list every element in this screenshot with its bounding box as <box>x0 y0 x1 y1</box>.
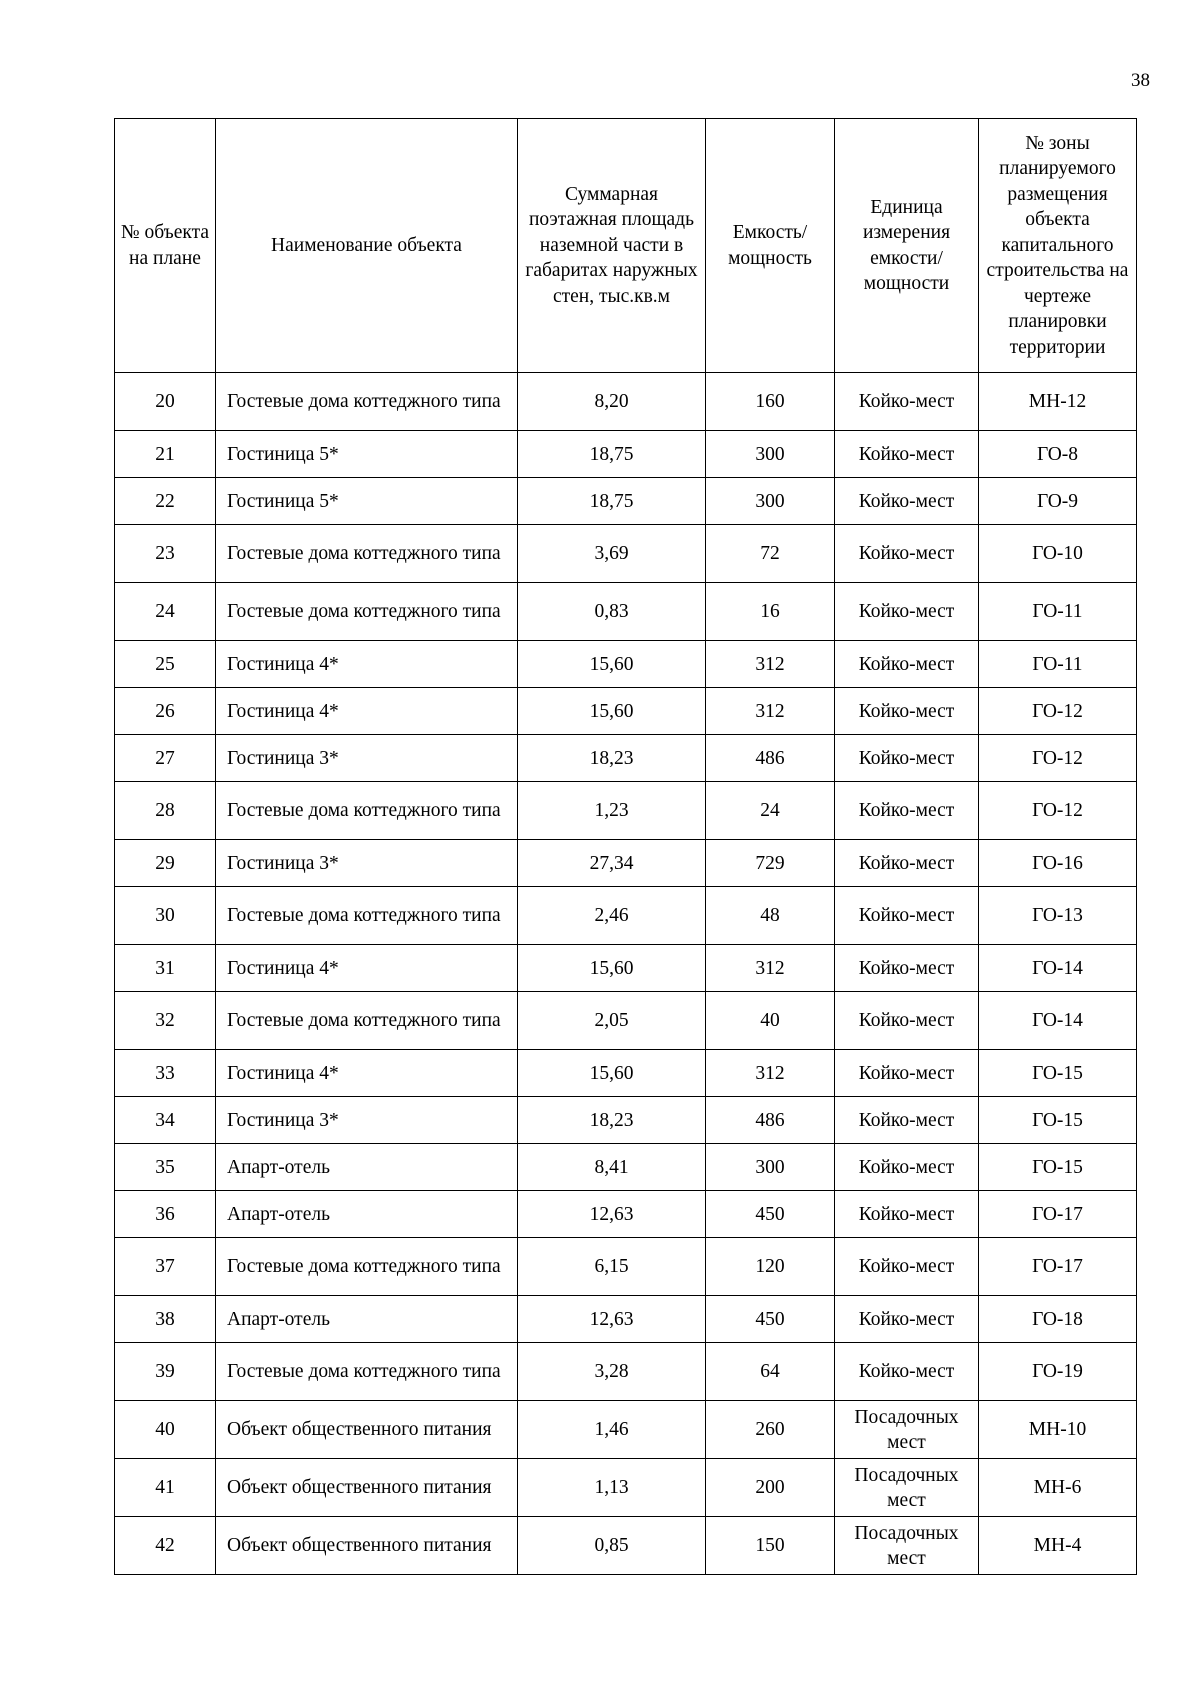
cell-zone: ГО-13 <box>979 887 1137 945</box>
cell-object-name: Гостевые дома коттеджного типа <box>216 583 518 641</box>
cell-zone: ГО-12 <box>979 735 1137 782</box>
cell-capacity: 312 <box>706 945 835 992</box>
cell-capacity: 200 <box>706 1459 835 1517</box>
cell-unit: Койко-мест <box>835 1050 979 1097</box>
cell-unit: Койко-мест <box>835 840 979 887</box>
cell-zone: ГО-16 <box>979 840 1137 887</box>
cell-zone: ГО-19 <box>979 1343 1137 1401</box>
cell-object-number: 35 <box>115 1144 216 1191</box>
table-row <box>115 1401 1137 1459</box>
table-row <box>115 641 1137 688</box>
cell-object-number: 37 <box>115 1238 216 1296</box>
table-row <box>115 735 1137 782</box>
cell-object-number: 29 <box>115 840 216 887</box>
objects-table <box>114 118 1137 1575</box>
header-object-number: № объекта на плане <box>115 119 216 373</box>
table-row <box>115 1238 1137 1296</box>
cell-unit: Койко-мест <box>835 1343 979 1401</box>
cell-unit: Койко-мест <box>835 525 979 583</box>
cell-area: 6,15 <box>518 1238 706 1296</box>
cell-zone: ГО-10 <box>979 525 1137 583</box>
cell-area: 2,05 <box>518 992 706 1050</box>
table-row <box>115 1517 1137 1575</box>
table-row <box>115 1459 1137 1517</box>
cell-capacity: 300 <box>706 1144 835 1191</box>
cell-unit: Койко-мест <box>835 1097 979 1144</box>
table-row <box>115 373 1137 431</box>
cell-area: 15,60 <box>518 641 706 688</box>
cell-object-name: Гостиница 3* <box>216 735 518 782</box>
table-row <box>115 782 1137 840</box>
cell-capacity: 450 <box>706 1191 835 1238</box>
cell-object-name: Апарт-отель <box>216 1191 518 1238</box>
cell-object-number: 26 <box>115 688 216 735</box>
cell-area: 8,41 <box>518 1144 706 1191</box>
cell-zone: ГО-15 <box>979 1144 1137 1191</box>
table-row <box>115 431 1137 478</box>
cell-zone: ГО-17 <box>979 1191 1137 1238</box>
cell-unit: Койко-мест <box>835 887 979 945</box>
cell-area: 12,63 <box>518 1191 706 1238</box>
cell-unit: Койко-мест <box>835 1238 979 1296</box>
cell-capacity: 40 <box>706 992 835 1050</box>
cell-unit: Посадочных мест <box>835 1401 979 1459</box>
cell-capacity: 486 <box>706 1097 835 1144</box>
cell-object-number: 39 <box>115 1343 216 1401</box>
cell-area: 1,46 <box>518 1401 706 1459</box>
cell-unit: Койко-мест <box>835 1191 979 1238</box>
table-row <box>115 992 1137 1050</box>
table-row <box>115 945 1137 992</box>
cell-object-name: Объект общественного питания <box>216 1459 518 1517</box>
cell-area: 12,63 <box>518 1296 706 1343</box>
cell-unit: Посадочных мест <box>835 1459 979 1517</box>
table-row <box>115 1144 1137 1191</box>
cell-area: 0,85 <box>518 1517 706 1575</box>
cell-object-number: 36 <box>115 1191 216 1238</box>
cell-unit: Койко-мест <box>835 478 979 525</box>
cell-zone: МН-6 <box>979 1459 1137 1517</box>
header-capacity: Емкость/ мощность <box>706 119 835 373</box>
cell-zone: ГО-9 <box>979 478 1137 525</box>
cell-object-number: 40 <box>115 1401 216 1459</box>
cell-area: 18,23 <box>518 1097 706 1144</box>
cell-unit: Койко-мест <box>835 641 979 688</box>
header-total-area: Суммарная поэтажная площадь наземной части в габаритах наружных стен, тыс.кв.м <box>518 119 706 373</box>
cell-zone: ГО-11 <box>979 583 1137 641</box>
table-row <box>115 1097 1137 1144</box>
header-object-name: Наименование объекта <box>216 119 518 373</box>
table-row <box>115 1296 1137 1343</box>
cell-object-number: 22 <box>115 478 216 525</box>
cell-unit: Койко-мест <box>835 431 979 478</box>
cell-capacity: 729 <box>706 840 835 887</box>
cell-area: 18,75 <box>518 431 706 478</box>
cell-object-number: 31 <box>115 945 216 992</box>
header-capacity-unit: Единица измерения емкости/ мощности <box>835 119 979 373</box>
cell-zone: ГО-12 <box>979 782 1137 840</box>
cell-object-number: 41 <box>115 1459 216 1517</box>
cell-zone: ГО-17 <box>979 1238 1137 1296</box>
cell-zone: ГО-14 <box>979 945 1137 992</box>
cell-area: 3,69 <box>518 525 706 583</box>
table-body <box>115 373 1137 1575</box>
cell-object-name: Гостевые дома коттеджного типа <box>216 373 518 431</box>
table-row <box>115 688 1137 735</box>
cell-object-number: 27 <box>115 735 216 782</box>
cell-capacity: 64 <box>706 1343 835 1401</box>
cell-unit: Койко-мест <box>835 735 979 782</box>
cell-object-name: Объект общественного питания <box>216 1517 518 1575</box>
cell-object-number: 25 <box>115 641 216 688</box>
cell-zone: ГО-8 <box>979 431 1137 478</box>
cell-capacity: 160 <box>706 373 835 431</box>
cell-object-number: 38 <box>115 1296 216 1343</box>
cell-object-name: Гостиница 5* <box>216 478 518 525</box>
cell-capacity: 312 <box>706 641 835 688</box>
cell-capacity: 312 <box>706 1050 835 1097</box>
table-row <box>115 840 1137 887</box>
cell-unit: Койко-мест <box>835 945 979 992</box>
table-header-row <box>115 119 1137 373</box>
cell-object-number: 32 <box>115 992 216 1050</box>
cell-capacity: 48 <box>706 887 835 945</box>
cell-zone: МН-10 <box>979 1401 1137 1459</box>
cell-object-number: 42 <box>115 1517 216 1575</box>
cell-zone: ГО-15 <box>979 1097 1137 1144</box>
cell-object-name: Гостевые дома коттеджного типа <box>216 992 518 1050</box>
cell-object-name: Объект общественного питания <box>216 1401 518 1459</box>
cell-capacity: 312 <box>706 688 835 735</box>
cell-area: 2,46 <box>518 887 706 945</box>
cell-zone: ГО-12 <box>979 688 1137 735</box>
cell-area: 1,23 <box>518 782 706 840</box>
cell-area: 15,60 <box>518 945 706 992</box>
cell-object-name: Гостевые дома коттеджного типа <box>216 1343 518 1401</box>
cell-object-number: 23 <box>115 525 216 583</box>
table-row <box>115 1191 1137 1238</box>
cell-zone: ГО-15 <box>979 1050 1137 1097</box>
cell-unit: Койко-мест <box>835 1296 979 1343</box>
cell-capacity: 486 <box>706 735 835 782</box>
page-number: 38 <box>1131 70 1150 91</box>
cell-object-name: Гостиница 4* <box>216 1050 518 1097</box>
cell-unit: Койко-мест <box>835 583 979 641</box>
cell-capacity: 300 <box>706 431 835 478</box>
cell-capacity: 260 <box>706 1401 835 1459</box>
cell-zone: МН-12 <box>979 373 1137 431</box>
cell-unit: Посадочных мест <box>835 1517 979 1575</box>
table-row <box>115 1050 1137 1097</box>
cell-object-name: Гостевые дома коттеджного типа <box>216 887 518 945</box>
cell-capacity: 24 <box>706 782 835 840</box>
cell-zone: МН-4 <box>979 1517 1137 1575</box>
cell-capacity: 16 <box>706 583 835 641</box>
cell-unit: Койко-мест <box>835 782 979 840</box>
cell-object-number: 21 <box>115 431 216 478</box>
cell-unit: Койко-мест <box>835 1144 979 1191</box>
table-row <box>115 478 1137 525</box>
cell-capacity: 300 <box>706 478 835 525</box>
cell-object-name: Гостиница 4* <box>216 688 518 735</box>
cell-area: 8,20 <box>518 373 706 431</box>
cell-object-number: 30 <box>115 887 216 945</box>
cell-object-number: 24 <box>115 583 216 641</box>
cell-unit: Койко-мест <box>835 992 979 1050</box>
cell-unit: Койко-мест <box>835 688 979 735</box>
cell-object-name: Гостевые дома коттеджного типа <box>216 782 518 840</box>
cell-area: 1,13 <box>518 1459 706 1517</box>
cell-capacity: 450 <box>706 1296 835 1343</box>
cell-object-name: Гостиница 4* <box>216 945 518 992</box>
cell-object-name: Гостевые дома коттеджного типа <box>216 525 518 583</box>
cell-object-number: 28 <box>115 782 216 840</box>
cell-object-name: Апарт-отель <box>216 1296 518 1343</box>
cell-capacity: 72 <box>706 525 835 583</box>
cell-area: 15,60 <box>518 688 706 735</box>
cell-object-number: 20 <box>115 373 216 431</box>
table-row <box>115 1343 1137 1401</box>
table-row <box>115 583 1137 641</box>
cell-capacity: 150 <box>706 1517 835 1575</box>
cell-zone: ГО-18 <box>979 1296 1137 1343</box>
cell-object-name: Апарт-отель <box>216 1144 518 1191</box>
cell-area: 0,83 <box>518 583 706 641</box>
cell-object-name: Гостевые дома коттеджного типа <box>216 1238 518 1296</box>
table-row <box>115 525 1137 583</box>
cell-area: 27,34 <box>518 840 706 887</box>
cell-capacity: 120 <box>706 1238 835 1296</box>
cell-object-name: Гостиница 3* <box>216 840 518 887</box>
header-zone-number: № зоны планируемого размещения объекта капитального строительства на чертеже планировки территории <box>979 119 1137 373</box>
cell-area: 3,28 <box>518 1343 706 1401</box>
cell-area: 18,75 <box>518 478 706 525</box>
cell-area: 18,23 <box>518 735 706 782</box>
cell-zone: ГО-14 <box>979 992 1137 1050</box>
cell-area: 15,60 <box>518 1050 706 1097</box>
cell-object-number: 33 <box>115 1050 216 1097</box>
table-row <box>115 887 1137 945</box>
cell-object-name: Гостиница 4* <box>216 641 518 688</box>
cell-object-number: 34 <box>115 1097 216 1144</box>
cell-unit: Койко-мест <box>835 373 979 431</box>
cell-object-name: Гостиница 3* <box>216 1097 518 1144</box>
cell-zone: ГО-11 <box>979 641 1137 688</box>
cell-object-name: Гостиница 5* <box>216 431 518 478</box>
